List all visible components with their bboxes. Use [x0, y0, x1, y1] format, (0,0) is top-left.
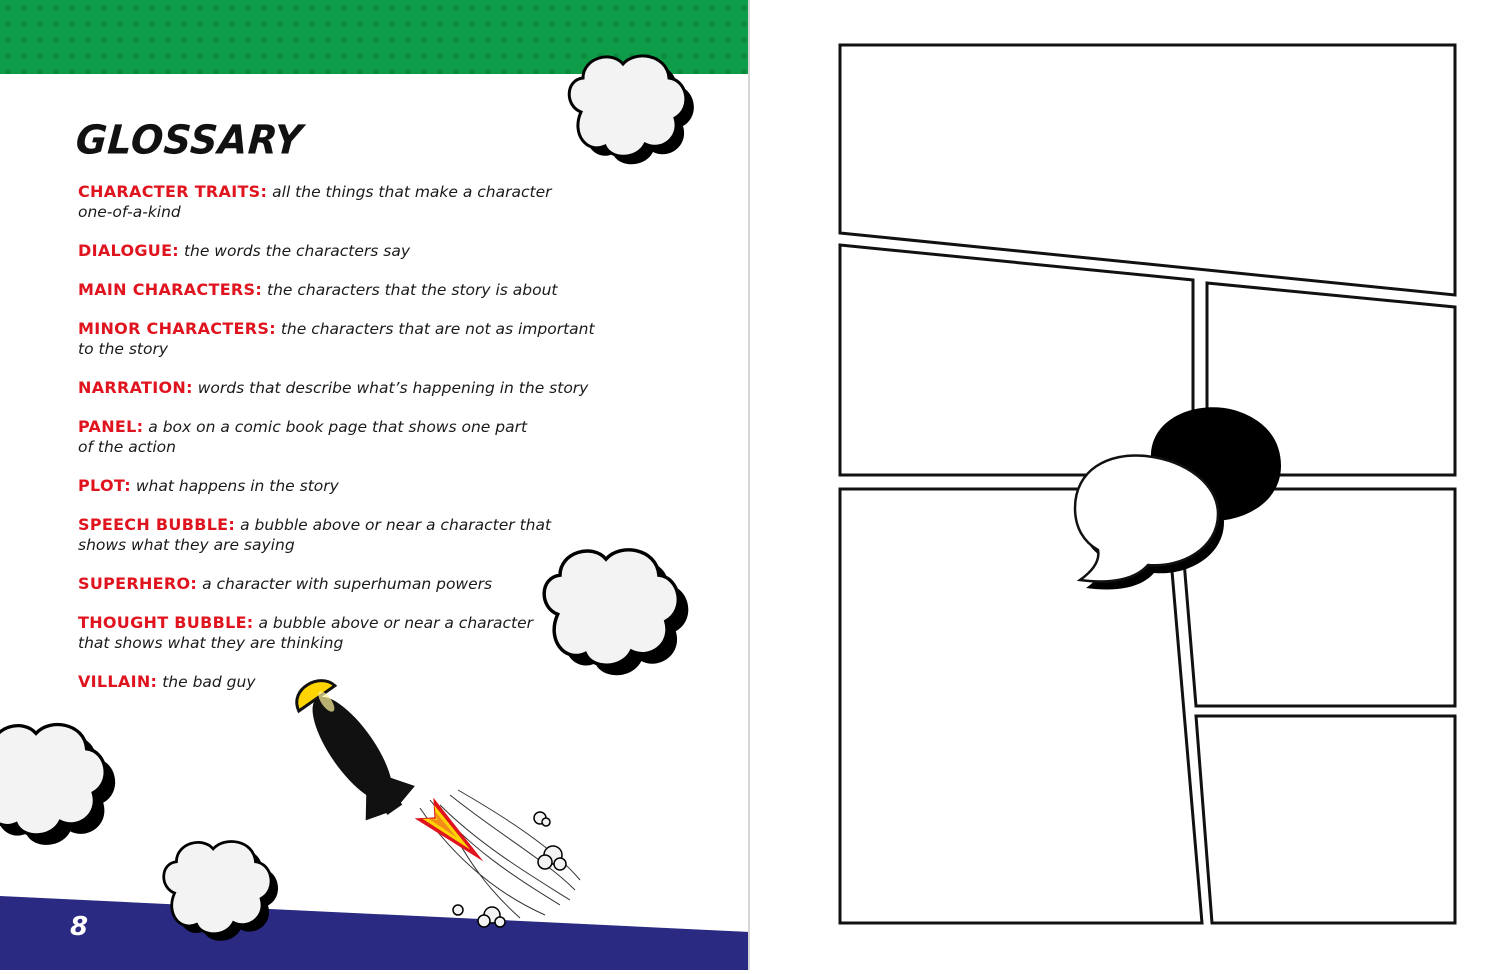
glossary-entry — [78, 672, 638, 692]
glossary-term: NARRATION: — [78, 378, 193, 397]
glossary-entry — [78, 417, 638, 457]
glossary-definition: a box on a comic book page that shows one part — [148, 418, 528, 436]
glossary-term: MAIN CHARACTERS: — [78, 280, 263, 299]
glossary-term: SUPERHERO: — [78, 574, 198, 593]
glossary-definition: words that describe what’s happening in the story — [197, 379, 589, 397]
comic-panel — [1196, 716, 1455, 923]
glossary-entry — [78, 182, 638, 222]
glossary-page — [0, 0, 750, 970]
glossary-entry — [78, 378, 638, 398]
glossary-list — [78, 182, 638, 711]
glossary-definition-continued: shows what they are saying — [78, 536, 295, 554]
glossary-entry — [78, 613, 638, 653]
glossary-definition: the characters that are not as important — [280, 320, 595, 338]
comic-panel — [840, 245, 1193, 475]
glossary-definition: a bubble above or near a character that — [240, 516, 552, 534]
glossary-definition-continued: of the action — [78, 438, 176, 456]
footer-band — [0, 896, 750, 970]
glossary-entry — [78, 319, 638, 359]
glossary-definition: the characters that the story is about — [267, 281, 558, 299]
glossary-definition: a bubble above or near a character — [258, 614, 534, 632]
comic-template-page — [750, 0, 1500, 970]
cloud-icon — [0, 725, 115, 845]
glossary-term: MINOR CHARACTERS: — [78, 319, 276, 338]
glossary-definition: the words the characters say — [183, 242, 411, 260]
glossary-term: CHARACTER TRAITS: — [78, 182, 268, 201]
glossary-term: VILLAIN: — [78, 672, 158, 691]
glossary-definition-continued: that shows what they are thinking — [78, 634, 344, 652]
glossary-definition-continued: one-of-a-kind — [78, 203, 181, 221]
glossary-term: SPEECH BUBBLE: — [78, 515, 236, 534]
glossary-entry — [78, 476, 638, 496]
glossary-entry — [78, 515, 638, 555]
glossary-term: THOUGHT BUBBLE: — [78, 613, 254, 632]
glossary-definition: all the things that make a character — [272, 183, 552, 201]
glossary-term: PANEL: — [78, 417, 144, 436]
glossary-entry — [78, 574, 638, 594]
glossary-definition: what happens in the story — [135, 477, 339, 495]
glossary-definition-continued: to the story — [78, 340, 169, 358]
page-title: GLOSSARY — [74, 116, 305, 164]
glossary-term: DIALOGUE: — [78, 241, 179, 260]
page-number: 8 — [70, 912, 89, 942]
glossary-definition: a character with superhuman powers — [202, 575, 493, 593]
glossary-entry — [78, 241, 638, 261]
glossary-definition: the bad guy — [162, 673, 256, 691]
glossary-term: PLOT: — [78, 476, 131, 495]
comic-panel-template — [750, 0, 1500, 970]
glossary-entry — [78, 280, 638, 300]
cloud-icon — [569, 56, 694, 164]
